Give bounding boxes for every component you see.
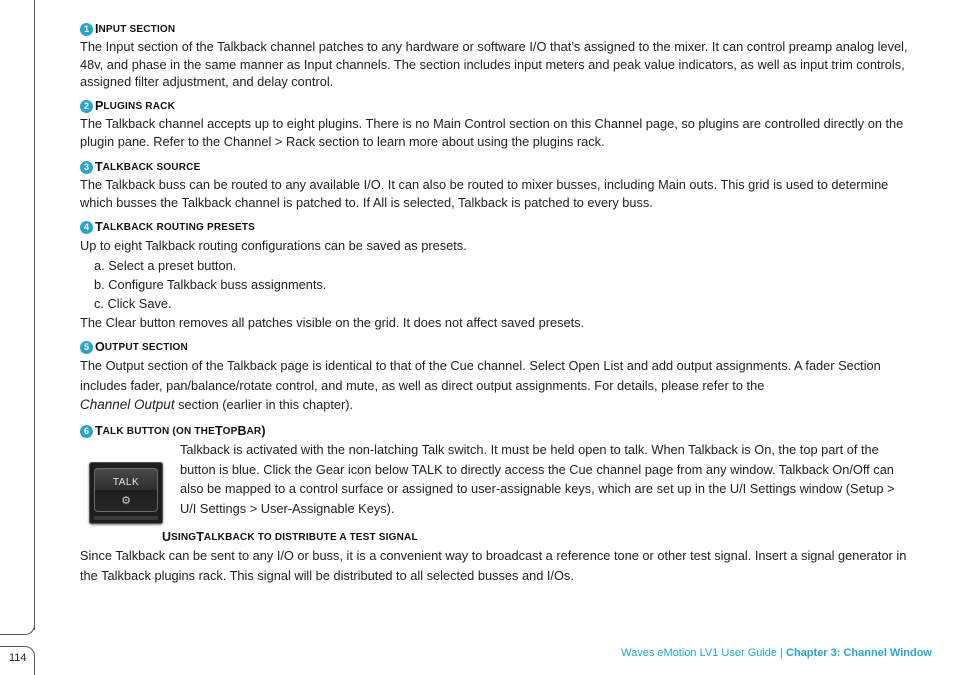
section-number-badge: 4	[80, 221, 93, 234]
talk-button-image	[89, 462, 163, 524]
page-margin-line	[34, 0, 35, 630]
talk-button	[94, 468, 158, 512]
section-heading: 1 I NPUT SECTION	[80, 20, 920, 38]
subsection-test-signal	[80, 528, 920, 585]
talk-bar	[94, 516, 158, 520]
section-number-badge: 6	[80, 425, 93, 438]
section-intro: Up to eight Talkback routing configurations can be saved as presets.	[80, 238, 467, 253]
section-number-badge: 1	[80, 23, 93, 36]
section-heading: 5 O UTPUT SECTION	[80, 338, 920, 356]
talk-label: TALK	[112, 477, 140, 488]
section-outro: The Clear button removes all patches visible on the grid. It does not affect saved presets.	[80, 314, 585, 330]
subsection-body: Since Talkback can be sent to any I/O or buss, it is a convenient way to broadcast a reference tone or other test signal. Insert a signal generator in the Talkback plugins rack. This signal will be distributed to all selected busses and I/Os.	[80, 548, 907, 583]
section-body: The Output section of the Talkback page is identical to that of the Cue channel. Select Open List and add output assignments. A fader Section includes fader, pan/balance/rotate control, and mute, as well as direct output assignments. For details, please refer to the Channel Output section (earlier in this chapter).	[80, 358, 881, 412]
page-footer: Waves eMotion LV1 User Guide | Chapter 3: Channel Window	[621, 647, 932, 659]
channel-output-reference: Channel Output	[80, 397, 175, 412]
section-talkback-routing-presets	[80, 218, 920, 332]
section-body: The Input section of the Talkback channel patches to any hardware or software I/O that’s assigned to the mixer. It can control preamp analog level, 48v, and phase in the same manner as Input channels. The section includes input meters and peak value indicators, as well as input trim controls, assigned filter adjustment, and delay control.	[80, 39, 908, 89]
step-item: a. Select a preset button.	[94, 257, 237, 273]
section-heading: 6 T ALK BUTTON ( ON THE T OP B AR )	[80, 422, 920, 440]
section-talk-button	[80, 422, 920, 518]
step-item: b. Configure Talkback buss assignments.	[94, 276, 327, 292]
section-input	[80, 20, 920, 91]
section-body: The Talkback channel accepts up to eight plugins. There is no Main Control section on this Channel page, so plugins are controlled directly on the plugin pane. Refer to the Channel > Rack section to learn more about using the plugins rack.	[80, 116, 904, 149]
section-body: Talkback is activated with the non-latching Talk switch. It must be held open to talk. When Talkback is On, the top part of the button is blue. Click the Gear icon below TALK to directly access the Cue channel page from any window. Talkback On/Off can also be mapped to a control surface or assigned to user-assignable keys, which are set up in the U/I Settings window (Setup > U/I Settings > User-Assignable Keys).	[180, 442, 895, 516]
page-number: 114	[9, 652, 27, 664]
section-number-badge: 3	[80, 161, 93, 174]
section-number-badge: 2	[80, 100, 93, 113]
section-heading: 3 T ALKBACK SOURCE	[80, 158, 920, 176]
gear-icon: ⚙	[121, 495, 131, 507]
section-number-badge: 5	[80, 341, 93, 354]
section-body: The Talkback buss can be routed to any available I/O. It can also be routed to mixer busses, including Main outs. This grid is used to determine which busses the Talkback channel is patched to. If All is selected, Talkback is patched to every buss.	[80, 177, 889, 210]
section-output	[80, 338, 920, 415]
step-item: c. Click Save.	[94, 295, 172, 311]
subsection-heading: U SING T ALKBACK TO DISTRIBUTE A TEST SIGNAL	[162, 530, 418, 544]
footer-chapter: Chapter 3: Channel Window	[786, 647, 932, 659]
section-heading: 4 T ALKBACK ROUTING PRESETS	[80, 218, 920, 236]
page-margin-curve	[0, 612, 35, 635]
footer-guide-title: Waves eMotion LV1 User Guide	[621, 647, 778, 659]
section-talkback-source	[80, 158, 920, 211]
section-plugins-rack	[80, 97, 920, 150]
section-heading: 2 P LUGINS RACK	[80, 97, 920, 115]
